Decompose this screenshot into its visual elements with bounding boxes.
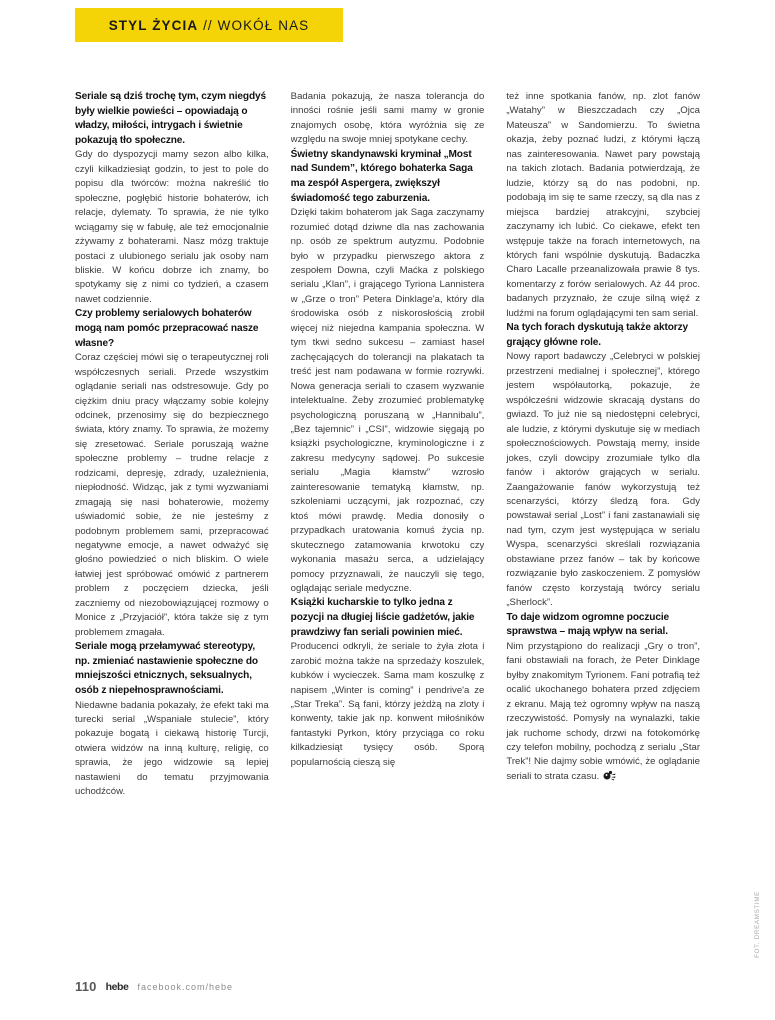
footer-facebook-url[interactable]: facebook.com/hebe bbox=[137, 981, 234, 992]
end-of-article-icon bbox=[603, 770, 616, 781]
section-banner bbox=[75, 8, 343, 42]
banner-section: WOKÓŁ NAS bbox=[217, 17, 310, 33]
article-subheading: Świetny skandynawski kryminał „Most nad Sundem”, którego bohaterka Saga ma zespół Aspergera, zwiększył świadomość tego zaburzenia. bbox=[290, 148, 473, 204]
article-paragraph: też inne spotkania fanów, np. zlot fanów „Watahy” w Bieszczadach czy „Ojca Mateusza” w Sandomierzu. To świetna okazja, żeby poznać ludzi, z którymi łączą nas zainteresowania. Nawet pary powstają na takich zlotach. Badania potwierdzają, że ludzie, którzy są do nas podobni, np. podobają im się te same rzeczy, są dla nas z miejsca bardziej atrakcyjni, szybciej zaczynamy ich lubić. Co ciekawe, efekt ten wstępuje także na forach internetowych, na których fani wspólnie dyskutują. Badaczka Charo Lacalle przeanalizowała prawie 8 tys. komentarzy z forów serialowych. Aż 44 proc. badanych przyznało, że czuje silną więź z ludźmi na forum oglądającymi ten sam serial. bbox=[506, 91, 701, 319]
page-footer bbox=[75, 979, 233, 994]
article-subheading: Czy problemy serialowych bohaterów mogą nam pomóc przepracować nasze własne? bbox=[75, 308, 259, 349]
banner-separator: // bbox=[198, 17, 218, 33]
article-lead: Seriale są dziś trochę tym, czym niegdyś były wielkie powieści – opowiadają o władzy, miłości, intrygach i świetnie pokazują tło społeczne. bbox=[75, 91, 266, 146]
article-paragraph: Nowy raport badawczy „Celebryci w polskiej przestrzeni medialnej i społecznej”, którego jestem współautorką, pokazuje, że współcześni widzowie skracają dystans do gwiazd. To już nie są niedostępni celebryci, ale ludzie, z którymi dyskutuje się w mediach społecznościowych. Powstają memy, inside jokes, czyli dowcipy zrozumiałe tylko dla fanów i aktorów grających w serialu. Zaangażowanie fanów wykorzystują też scenarzyści, którzy śledzą fora. Gdy powstawał serial „Lost” i fani zastanawiali się nad tym, czym jest występująca w serialu Wyspa, scenarzyści skreślali rozwiązania obstawiane przez fanów – tak by końcowe rozwiązanie było zaskoczeniem. Z pomysłów fanów często korzystają twórcy serialu „Sherlock”. bbox=[506, 351, 701, 609]
article-paragraph: Coraz częściej mówi się o terapeutycznej roli współczesnych seriali. Przede wszystkim oglądanie seriali nas odstresowuje. Gdy po ciężkim dniu pracy włączamy sobie kolejny odcinek, przenosimy się do bezpiecznego świata, który znamy. To sprawia, że możemy się zresetować. Seriale poruszają ważne społeczne problemy – trudne relacje z rodzicami, depresję, zdrady, uzależnienia, niepłodność. Widząc, jak z tymi wyzwaniami zmagają się nasi bohaterowie, możemy uświadomić sobie, że nie jesteśmy z podobnym problemem sami, przepracować negatywne emocje, a nawet odważyć się głośno powiedzieć o nich bliskim. O wiele łatwiej jest spróbować omówić z partnerem problem z poczęciem dziecka, jeśli zaczniemy od niezobowiązującej rozmowy o Monice z „Przyjaciół”, która także się z tym problemem zmagała. bbox=[75, 352, 269, 638]
article-column-1 bbox=[75, 90, 269, 950]
article-final-text: Nim przystąpiono do realizacji „Gry o tron”, fani obstawiali na forach, że Peter Dinklage byłby znakomitym Tyrionem. Fani potrafią też ocalić ukochanego bohatera przed zdjęciem z ekranu. Mają też ogromny wpływ na naszą rzeczywistość. Pomysły na wynalazki, takie jak ruchome schody, drzwi na fotokomórkę czy telefon mobilny, pochodzą z serialu „Star Trek”! Nie dajmy sobie wmówić, że oglądanie seriali to strata czasu. bbox=[506, 640, 701, 782]
article-paragraph: Producenci odkryli, że seriale to żyła złota i zarobić można także na sprzedaży koszulek, kubków i wycieczek. Sama mam koszulkę z napisem „Winter is coming” i pendrive'a ze „Star Treka”. Są fani, którzy jeżdżą na zloty i konwenty, takie jak np. konwent miłośników fantastyki Pyrkon, który przyciąga co roku kilkadziesiąt tysięcy osób. Sporą popularnością cieszą się bbox=[290, 641, 485, 768]
article-column-2 bbox=[291, 90, 485, 950]
article-columns bbox=[75, 90, 700, 950]
article-paragraph: Gdy do dyspozycji mamy sezon albo kilka, czyli kilkadziesiąt godzin, to jest to pole do popisu dla twórców: można nakreślić tło społeczne, pogłębić historie bohaterów, ich relacje, dylematy. To sprawia, że nie tylko wciągamy się w fabułę, ale też emocjonalnie zżywamy z bohaterami. Nasz mózg traktuje postaci z ulubionego serialu jak osoby nam bliskie. W końcu dobrze ich znamy, bo spotykamy się z nimi co tydzień, a czasem nawet codziennie. bbox=[75, 149, 269, 305]
article-subheading: Książki kucharskie to tylko jedna z pozycji na długiej liście gadżetów, jakie prawdziwy fan seriali powinien mieć. bbox=[290, 597, 475, 638]
article-subheading: To daje widzom ogromne poczucie sprawstwa – mają wpływ na serial. bbox=[506, 611, 669, 638]
article-subheading: Seriale mogą przełamywać stereotypy, np. zmieniać nastawienie społeczne do mniejszości etnicznych, seksualnych, osób z niepełnosprawnościami. bbox=[75, 641, 258, 696]
page-number: 110 bbox=[75, 979, 97, 994]
article-paragraph: Dzięki takim bohaterom jak Saga zaczynamy rozumieć dotąd dziwne dla nas zachowania np. osób ze spektrum autyzmu. Podobnie było w przypadku pierwszego aktora z zespołem Downa, czyli Maćka z polskiego serialu „Klan”, i grającego Tyriona Lannistera w „Grze o tron” Petera Dinklage'a, który dla środowiska osób z niskorosłością zrobił więcej niż niejedna kampania społeczna. W tym tkwi sedno sukcesu – zamiast haseł zachęcających do tolerancji na plakatach ta treść jest nam podawana w formie rozrywki. Nowa generacja seriali to czasem wyzwanie intelektualne. Żeby zrozumieć problematykę psychologiczną poruszaną w „Hannibalu”, „Bez tajemnic” i „CSI”, widzowie sięgają po książki psychologiczne, kryminologiczne i z zakresu medycyny sądowej. Po sukcesie serialu „Magia kłamstw” wzrosło zainteresowanie tematyką kłamstw, np. szkoleniami uczącymi, jak rozpoznać, czy ktoś mówi prawdę. Media donosiły o przypadkach uratowania komuś życia np. skutecznego zatamowania krwotoku czy wykonania masażu serca, a udzielający pomocy przyznawali, że nauczyli się tego, oglądając seriale medyczne. bbox=[290, 207, 485, 594]
banner-label bbox=[109, 18, 310, 33]
article-subheading: Na tych forach dyskutują także aktorzy grający główne role. bbox=[506, 322, 689, 348]
article-column-3 bbox=[506, 90, 700, 950]
article-paragraph: Niedawne badania pokazały, że efekt taki ma turecki serial „Wspaniałe stulecie”, który pokazuje bogatą i ciekawą historię Turcji, otwiera widzów na inną kulturę, religię, co sprawia, że jego widzowie są lepiej nastawieni do tematu przyjmowania uchodźców. bbox=[75, 699, 269, 798]
article-paragraph: Badania pokazują, że nasza tolerancja do inności rośnie jeśli sami mamy w gronie znajomych osobę, która wyróżnia się ze względu na swoje mniej spotykane cechy. bbox=[290, 91, 485, 146]
hebe-logo: hebe bbox=[105, 980, 129, 993]
banner-category: STYL ŻYCIA bbox=[108, 17, 199, 33]
photo-credit: FOT. DREAMSTIME bbox=[754, 891, 761, 958]
article-final-paragraph bbox=[506, 640, 700, 785]
